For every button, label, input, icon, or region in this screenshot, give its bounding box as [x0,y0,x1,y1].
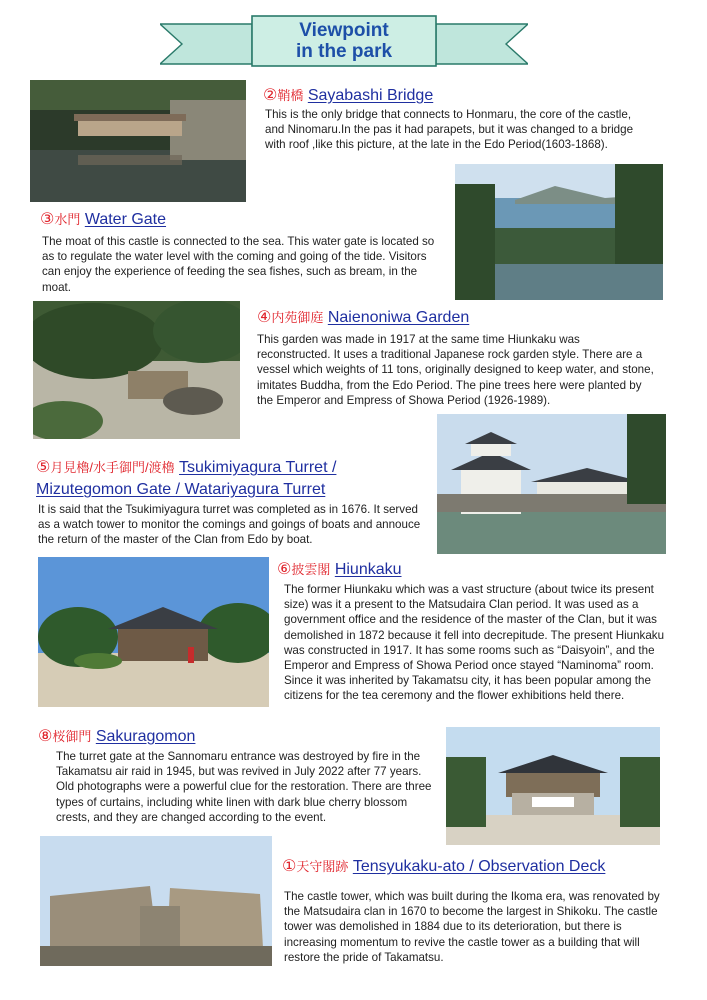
heading-hiunkaku: ⑥披雲閣 Hiunkaku [277,561,402,578]
text-water-gate: The moat of this castle is connected to the sea. This water gate is located so as to regulate the water level with the coming and going of the tide. Visitors can enjoy the experience of feeding the sea fishes, such as bream, in the moat. [42,235,435,294]
sakuragomon-photo [446,727,660,845]
text-tsukimiyagura: It is said that the Tsukimiyagura turret was completed as in 1676. It served as a watch tower to monitor the comings and goings of boats and annouce the return of the master of the Clan from Edo by boat. [38,503,421,547]
title-banner [160,14,528,72]
tensyukaku-photo [40,836,272,966]
naienoniwa-garden-photo [33,301,240,439]
text-hiunkaku: The former Hiunkaku which was a vast structure (about twice its present size) was it a present to the Matsudaira Clan period. It was used as a government office and the residence of the master of the Clan, but it was demolished in 1872 because it fell into decrepitude. The present Hiunkaku was constructed in 1917. It has some rooms such as “Daisyoin”, and the Emperor and Empress of Showa Period once stayed “Naminoma” room. Since it was inherited by Takamatsu city, it has been popular among the citizens for the tea ceremony and the flower exhibitions held there. [284,583,665,703]
text-sayabashi: This is the only bridge that connects to Honmaru, the core of the castle, and Ninomaru.In the pas it had parapets, but it was changed to a bridge with roof ,like this picture, at the late in the Edo Period(1603-1868). [265,108,634,152]
text-tensyukaku: The castle tower, which was built during the Ikoma era, was renovated by the Matsudaira clan in 1670 to become the largest in Shikoku. The castle tower was demolished in 1884 due to its deterioration, but there is increasing momentum to revive the castle tower as a building that will restore the pride of Takamatsu. [284,890,660,964]
text-naienoniwa: This garden was made in 1917 at the same time Hiunkaku was reconstructed. It uses a traditional Japanese rock garden style. There are a vessel which weights of 11 tons, originally designed to keep water, and stone, imitates Buddha, from the Edo Period. The pine trees here were planted by the Emperor and Empress of Showa Period (1926-1989). [257,333,654,407]
heading-tensyukaku: ①天守閣跡 Tensyukaku-ato / Observation Deck [282,858,606,875]
page-title [252,20,436,62]
heading-tsukimiyagura: ⑤月見櫓/水手御門/渡櫓 Tsukimiyagura Turret / Mizutegomon Gate / Watariyagura Turret [36,459,337,498]
sayabashi-bridge-photo [30,80,246,202]
tsukimiyagura-turret-photo [437,414,666,554]
heading-sayabashi: ②鞘橋 Sayabashi Bridge [263,87,434,104]
hiunkaku-photo [38,557,269,707]
text-sakuragomon: The turret gate at the Sannomaru entrance was destroyed by fire in the Takamatsu air raid in 1945, but was revived in July 2022 after 77 years. Old photographs were a powerful clue for the restoration. There are three types of curtains, including white linen with dark blue cherry blossom crests, and they are changed according to the event. [56,750,432,824]
heading-water-gate: ③水門 Water Gate [40,211,167,228]
heading-sakuragomon: ⑧桜御門 Sakuragomon [38,728,196,745]
page-title-line1: Viewpoint [299,20,389,41]
page-title-line2: in the park [295,41,393,62]
water-gate-photo [455,164,663,300]
heading-naienoniwa: ④内苑御庭 Naienoniwa Garden [257,309,470,326]
